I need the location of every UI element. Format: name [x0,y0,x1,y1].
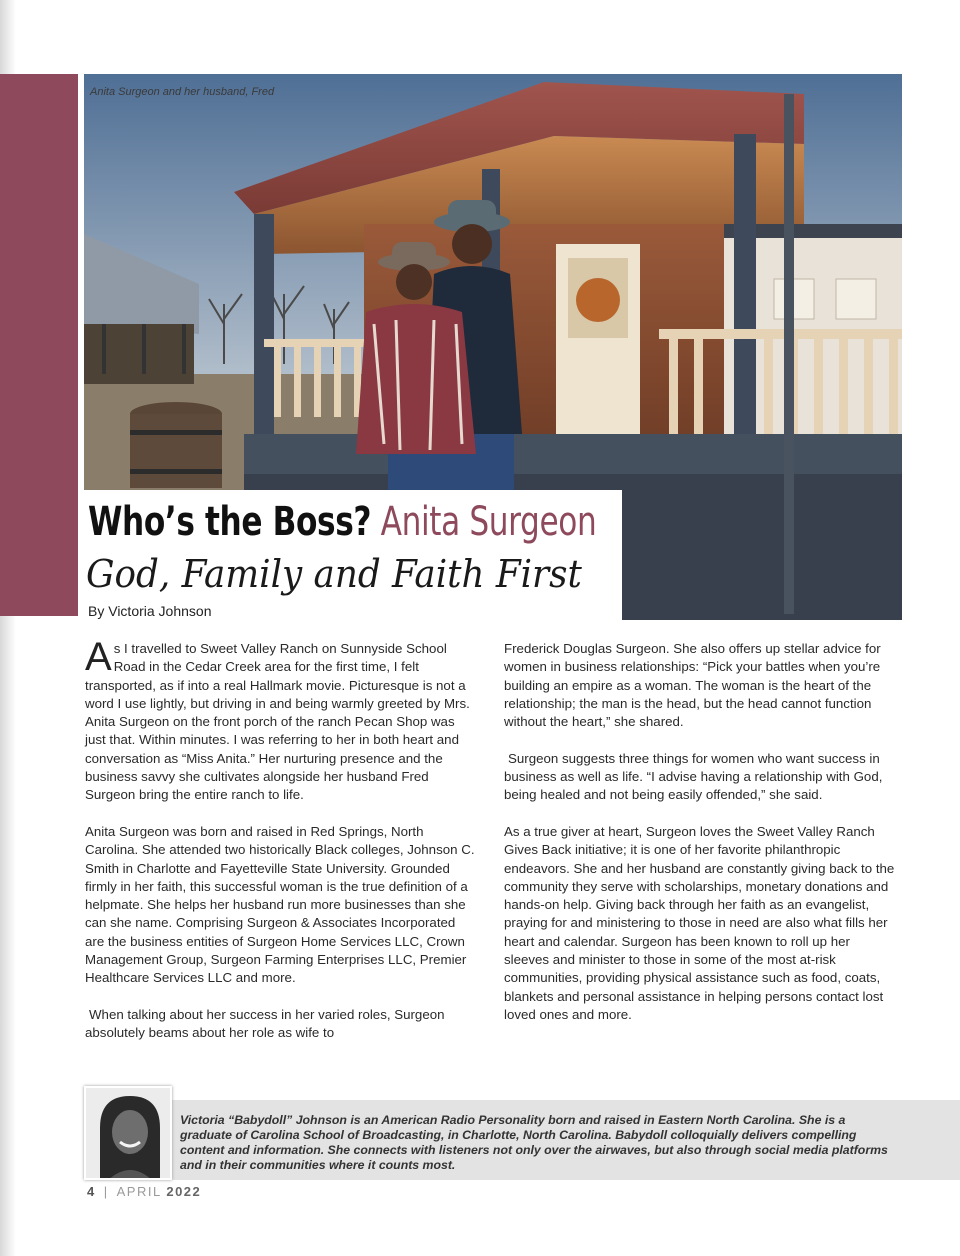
article-paragraph: Surgeon suggests three things for women who want success in business as well as life. “I advise having a relationship with God, being healed and not being easily offended,” she said. [504,750,883,803]
article-paragraph: Frederick Douglas Surgeon. She also offers up stellar advice for women in business relationships: “Pick your battles when you’re building an empire as a woman. The woman is the heart of the relationship; the man is the head, but the head cannot function without the heart,” she shared. [504,641,881,730]
article-column-left [85,635,477,1061]
subheadline: God, Family and Faith First [86,552,582,596]
article-paragraph [85,635,477,805]
headline-name: Anita Surgeon [380,499,597,545]
headline [88,496,596,548]
paragraph-text: s I travelled to Sweet Valley Ranch on Sunnyside School Road in the Cedar Creek area for the first time, I felt transported, as if into a real Hallmark movie. Picturesque is not a word I use lightly, but driving in and being warmly greeted by Mrs. Anita Surgeon on the front porch of the ranch Pecan Shop was just that. Within minutes. I was referring to her in both heart and conversation as “Miss Anita.” Her nurturing presence and the business savvy she cultivates alongside her husband Fred Surgeon bring the entire ranch to life. [85,641,470,803]
headline-question: Who’s the Boss? [88,499,372,545]
issue-month: APRIL [116,1184,162,1199]
accent-bar [0,74,78,616]
byline: By Victoria Johnson [88,603,212,619]
article-paragraph: When talking about her success in her varied roles, Surgeon absolutely beams about her role as wife to [85,1006,445,1041]
article-paragraph: As a true giver at heart, Surgeon loves the Sweet Valley Ranch Gives Back initiative; it is one of her favorite philanthropic endeavors. She and her husband are constantly giving back to the community they serve with scholarships, monetary donations and hands-on help. Giving back through her faith as an evangelist, praying for and ministering to those in need are also what fills her heart and calendar. Surgeon has been known to roll up her sleeves and minister to those in some of the most at-risk communities, providing physical assistance such as food, coats, blankets and personal assistance in helping persons contact lost loved ones and more. [504,823,895,1022]
author-bio-text: Victoria “Babydoll” Johnson is an American Radio Personality born and raised in Eastern North Carolina. She is a graduate of Carolina School of Broadcasting, in Charlotte, North Carolina. Babydoll colloquially delivers compelling content and information. She connects with listeners not only over the airwaves, but also through social media platforms and in their communities where it counts most. [180,1113,888,1172]
page-number: 4 [87,1184,96,1199]
issue-year: 2022 [166,1184,202,1199]
author-photo [84,1086,172,1180]
drop-cap: A [85,635,112,679]
photo-caption: Anita Surgeon and her husband, Fred [90,86,275,98]
article-column-right [504,640,896,1043]
page-folio [87,1184,201,1199]
article-paragraph: Anita Surgeon was born and raised in Red Springs, North Carolina. She attended two historically Black colleges, Johnson C. Smith in Charlotte and Fayetteville State University. Grounded firmly in her faith, this successful woman is the true definition of a helpmate. She helps her husband run more businesses than she can she name. Comprising Surgeon & Associates Incorporated are the business entities of Surgeon Home Services LLC, Crown Management Group, Surgeon Farming Enterprises LLC, Premier Healthcare Services LLC and more. [85,823,475,986]
folio-separator: | [103,1184,109,1199]
